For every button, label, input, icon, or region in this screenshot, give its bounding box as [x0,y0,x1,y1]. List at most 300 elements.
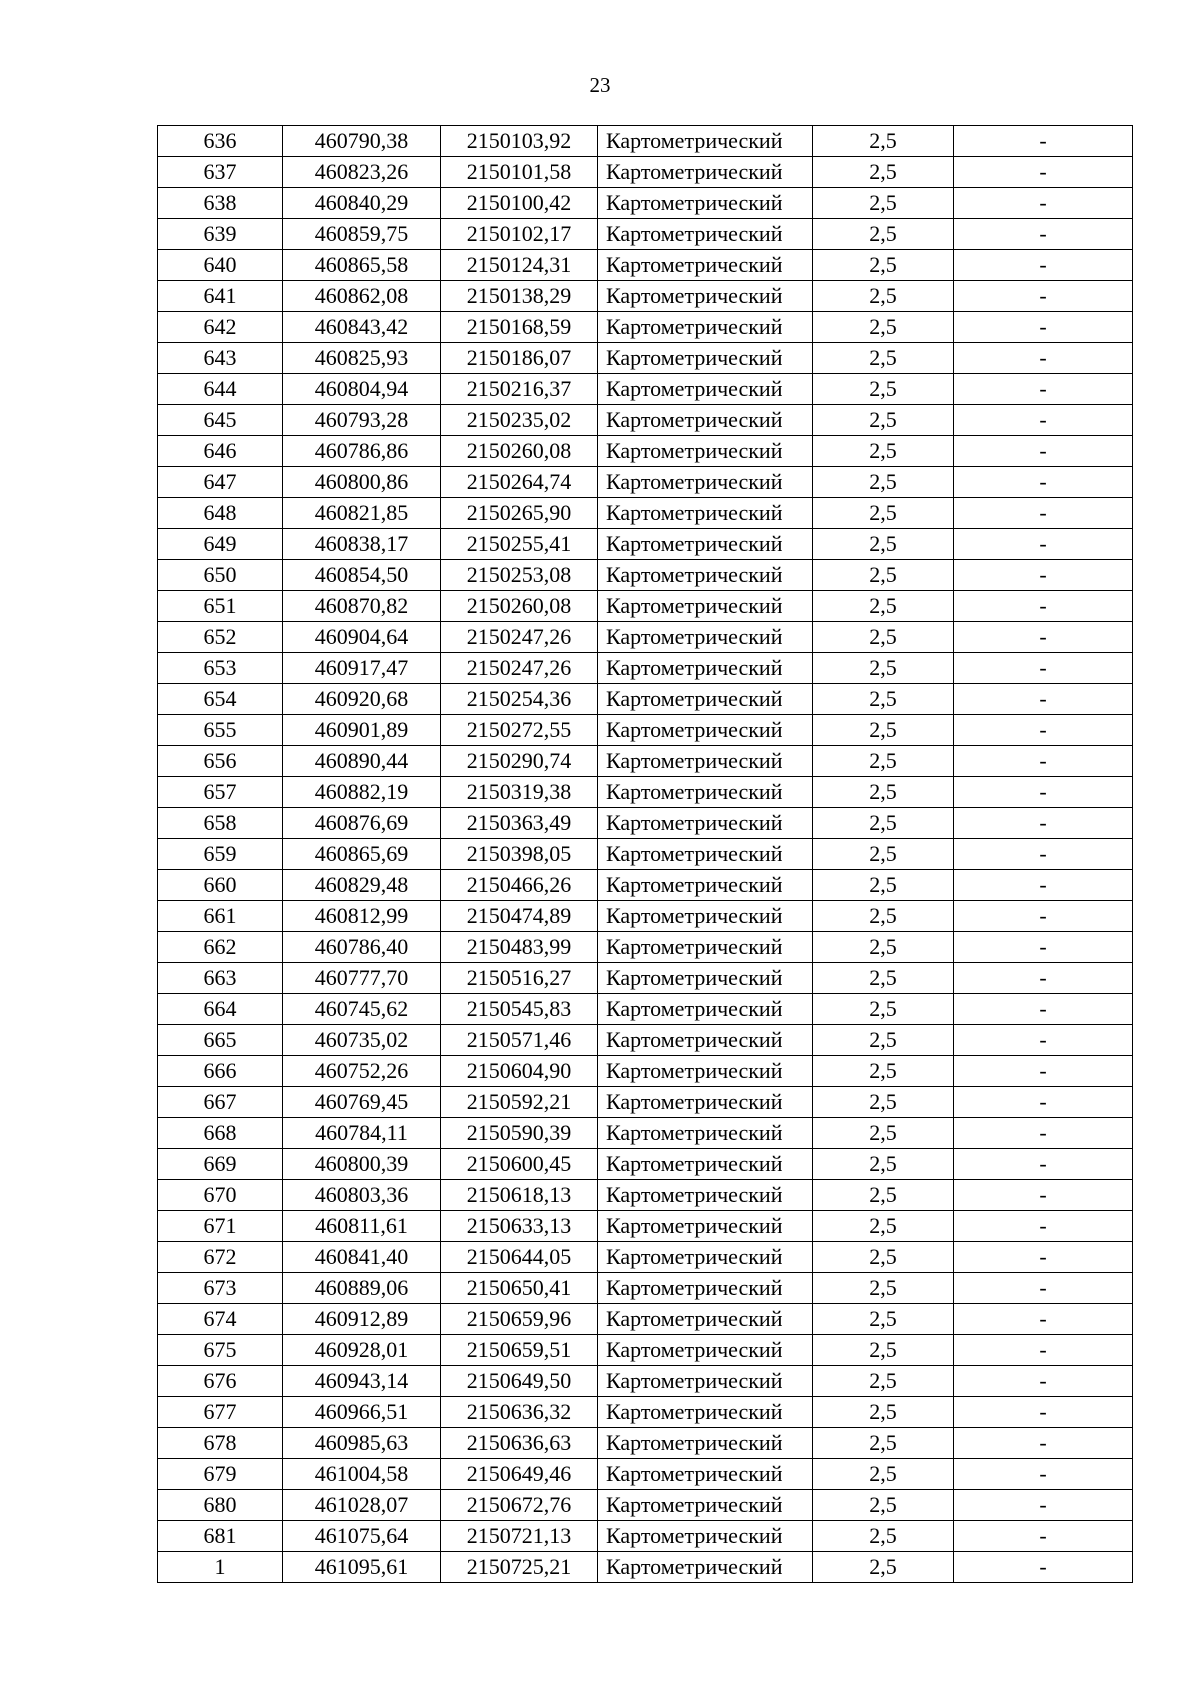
accuracy-cell: 2,5 [813,188,954,219]
y-coordinate-cell: 2150255,41 [441,529,598,560]
method-cell: Картометрический [598,560,813,591]
y-coordinate-cell: 2150254,36 [441,684,598,715]
x-coordinate-cell: 460870,82 [283,591,441,622]
point-number-cell: 641 [158,281,283,312]
y-coordinate-cell: 2150138,29 [441,281,598,312]
description-cell: - [954,1521,1133,1552]
point-number-cell: 1 [158,1552,283,1583]
point-number-cell: 639 [158,219,283,250]
x-coordinate-cell: 460786,86 [283,436,441,467]
accuracy-cell: 2,5 [813,219,954,250]
method-cell: Картометрический [598,1490,813,1521]
description-cell: - [954,808,1133,839]
accuracy-cell: 2,5 [813,1118,954,1149]
accuracy-cell: 2,5 [813,684,954,715]
table-row [158,188,1133,219]
method-cell: Картометрический [598,1335,813,1366]
description-cell: - [954,1242,1133,1273]
x-coordinate-cell: 460912,89 [283,1304,441,1335]
x-coordinate-cell: 460854,50 [283,560,441,591]
accuracy-cell: 2,5 [813,1273,954,1304]
method-cell: Картометрический [598,622,813,653]
point-number-cell: 674 [158,1304,283,1335]
table-row [158,1273,1133,1304]
method-cell: Картометрический [598,126,813,157]
point-number-cell: 637 [158,157,283,188]
point-number-cell: 670 [158,1180,283,1211]
accuracy-cell: 2,5 [813,839,954,870]
description-cell: - [954,746,1133,777]
point-number-cell: 646 [158,436,283,467]
x-coordinate-cell: 460876,69 [283,808,441,839]
method-cell: Картометрический [598,281,813,312]
y-coordinate-cell: 2150650,41 [441,1273,598,1304]
table-row [158,157,1133,188]
point-number-cell: 666 [158,1056,283,1087]
description-cell: - [954,932,1133,963]
description-cell: - [954,312,1133,343]
description-cell: - [954,1335,1133,1366]
y-coordinate-cell: 2150633,13 [441,1211,598,1242]
method-cell: Картометрический [598,1025,813,1056]
y-coordinate-cell: 2150265,90 [441,498,598,529]
accuracy-cell: 2,5 [813,560,954,591]
x-coordinate-cell: 460812,99 [283,901,441,932]
table-row [158,746,1133,777]
y-coordinate-cell: 2150260,08 [441,436,598,467]
y-coordinate-cell: 2150264,74 [441,467,598,498]
description-cell: - [954,994,1133,1025]
x-coordinate-cell: 460859,75 [283,219,441,250]
y-coordinate-cell: 2150636,32 [441,1397,598,1428]
x-coordinate-cell: 460904,64 [283,622,441,653]
table-row [158,405,1133,436]
method-cell: Картометрический [598,1428,813,1459]
y-coordinate-cell: 2150101,58 [441,157,598,188]
table-row [158,1242,1133,1273]
point-number-cell: 644 [158,374,283,405]
description-cell: - [954,1056,1133,1087]
y-coordinate-cell: 2150721,13 [441,1521,598,1552]
y-coordinate-cell: 2150100,42 [441,188,598,219]
description-cell: - [954,188,1133,219]
y-coordinate-cell: 2150604,90 [441,1056,598,1087]
point-number-cell: 636 [158,126,283,157]
table-row [158,1490,1133,1521]
y-coordinate-cell: 2150545,83 [441,994,598,1025]
table-row [158,777,1133,808]
point-number-cell: 647 [158,467,283,498]
method-cell: Картометрический [598,746,813,777]
description-cell: - [954,1211,1133,1242]
point-number-cell: 665 [158,1025,283,1056]
table-row [158,529,1133,560]
description-cell: - [954,1490,1133,1521]
x-coordinate-cell: 460829,48 [283,870,441,901]
accuracy-cell: 2,5 [813,1335,954,1366]
point-number-cell: 652 [158,622,283,653]
accuracy-cell: 2,5 [813,1521,954,1552]
table-row [158,126,1133,157]
y-coordinate-cell: 2150260,08 [441,591,598,622]
table-row [158,312,1133,343]
table-row [158,560,1133,591]
method-cell: Картометрический [598,684,813,715]
x-coordinate-cell: 461075,64 [283,1521,441,1552]
point-number-cell: 677 [158,1397,283,1428]
table-row [158,498,1133,529]
table-row [158,994,1133,1025]
point-number-cell: 649 [158,529,283,560]
table-row [158,653,1133,684]
accuracy-cell: 2,5 [813,746,954,777]
table-row [158,1180,1133,1211]
y-coordinate-cell: 2150466,26 [441,870,598,901]
description-cell: - [954,1273,1133,1304]
method-cell: Картометрический [598,870,813,901]
y-coordinate-cell: 2150474,89 [441,901,598,932]
method-cell: Картометрический [598,188,813,219]
method-cell: Картометрический [598,994,813,1025]
table-row [158,1521,1133,1552]
x-coordinate-cell: 460800,39 [283,1149,441,1180]
method-cell: Картометрический [598,1273,813,1304]
x-coordinate-cell: 460784,11 [283,1118,441,1149]
point-number-cell: 648 [158,498,283,529]
table-row [158,684,1133,715]
point-number-cell: 656 [158,746,283,777]
description-cell: - [954,560,1133,591]
x-coordinate-cell: 461004,58 [283,1459,441,1490]
method-cell: Картометрический [598,1149,813,1180]
y-coordinate-cell: 2150319,38 [441,777,598,808]
method-cell: Картометрический [598,157,813,188]
method-cell: Картометрический [598,777,813,808]
accuracy-cell: 2,5 [813,1490,954,1521]
point-number-cell: 675 [158,1335,283,1366]
table-row [158,1428,1133,1459]
point-number-cell: 669 [158,1149,283,1180]
description-cell: - [954,653,1133,684]
description-cell: - [954,1304,1133,1335]
accuracy-cell: 2,5 [813,901,954,932]
x-coordinate-cell: 460840,29 [283,188,441,219]
description-cell: - [954,1025,1133,1056]
y-coordinate-cell: 2150290,74 [441,746,598,777]
y-coordinate-cell: 2150272,55 [441,715,598,746]
method-cell: Картометрический [598,963,813,994]
description-cell: - [954,126,1133,157]
description-cell: - [954,622,1133,653]
description-cell: - [954,374,1133,405]
accuracy-cell: 2,5 [813,1242,954,1273]
accuracy-cell: 2,5 [813,374,954,405]
description-cell: - [954,1552,1133,1583]
table-row [158,1211,1133,1242]
y-coordinate-cell: 2150516,27 [441,963,598,994]
point-number-cell: 671 [158,1211,283,1242]
accuracy-cell: 2,5 [813,312,954,343]
y-coordinate-cell: 2150649,46 [441,1459,598,1490]
method-cell: Картометрический [598,1366,813,1397]
x-coordinate-cell: 460752,26 [283,1056,441,1087]
table-row [158,622,1133,653]
table-row [158,374,1133,405]
accuracy-cell: 2,5 [813,963,954,994]
accuracy-cell: 2,5 [813,250,954,281]
method-cell: Картометрический [598,591,813,622]
method-cell: Картометрический [598,839,813,870]
accuracy-cell: 2,5 [813,467,954,498]
x-coordinate-cell: 460985,63 [283,1428,441,1459]
table-row [158,715,1133,746]
accuracy-cell: 2,5 [813,157,954,188]
accuracy-cell: 2,5 [813,436,954,467]
x-coordinate-cell: 460825,93 [283,343,441,374]
point-number-cell: 676 [158,1366,283,1397]
point-number-cell: 672 [158,1242,283,1273]
accuracy-cell: 2,5 [813,1397,954,1428]
method-cell: Картометрический [598,529,813,560]
accuracy-cell: 2,5 [813,653,954,684]
y-coordinate-cell: 2150247,26 [441,653,598,684]
accuracy-cell: 2,5 [813,281,954,312]
accuracy-cell: 2,5 [813,1149,954,1180]
table-row [158,591,1133,622]
accuracy-cell: 2,5 [813,1366,954,1397]
method-cell: Картометрический [598,808,813,839]
description-cell: - [954,498,1133,529]
description-cell: - [954,157,1133,188]
method-cell: Картометрический [598,901,813,932]
y-coordinate-cell: 2150363,49 [441,808,598,839]
method-cell: Картометрический [598,498,813,529]
x-coordinate-cell: 460841,40 [283,1242,441,1273]
description-cell: - [954,529,1133,560]
x-coordinate-cell: 460786,40 [283,932,441,963]
description-cell: - [954,467,1133,498]
y-coordinate-cell: 2150590,39 [441,1118,598,1149]
y-coordinate-cell: 2150618,13 [441,1180,598,1211]
description-cell: - [954,591,1133,622]
x-coordinate-cell: 460803,36 [283,1180,441,1211]
table-row [158,467,1133,498]
x-coordinate-cell: 460790,38 [283,126,441,157]
point-number-cell: 645 [158,405,283,436]
method-cell: Картометрический [598,1056,813,1087]
description-cell: - [954,839,1133,870]
x-coordinate-cell: 460862,08 [283,281,441,312]
table-row [158,870,1133,901]
y-coordinate-cell: 2150725,21 [441,1552,598,1583]
accuracy-cell: 2,5 [813,622,954,653]
table-row [158,343,1133,374]
accuracy-cell: 2,5 [813,1459,954,1490]
y-coordinate-cell: 2150102,17 [441,219,598,250]
method-cell: Картометрический [598,467,813,498]
description-cell: - [954,715,1133,746]
description-cell: - [954,870,1133,901]
x-coordinate-cell: 460943,14 [283,1366,441,1397]
point-number-cell: 663 [158,963,283,994]
x-coordinate-cell: 461095,61 [283,1552,441,1583]
x-coordinate-cell: 460889,06 [283,1273,441,1304]
x-coordinate-cell: 460920,68 [283,684,441,715]
accuracy-cell: 2,5 [813,591,954,622]
x-coordinate-cell: 460917,47 [283,653,441,684]
point-number-cell: 638 [158,188,283,219]
table-row [158,808,1133,839]
description-cell: - [954,684,1133,715]
table-row [158,250,1133,281]
point-number-cell: 679 [158,1459,283,1490]
y-coordinate-cell: 2150649,50 [441,1366,598,1397]
x-coordinate-cell: 460890,44 [283,746,441,777]
method-cell: Картометрический [598,1397,813,1428]
accuracy-cell: 2,5 [813,1552,954,1583]
method-cell: Картометрический [598,312,813,343]
method-cell: Картометрический [598,374,813,405]
point-number-cell: 655 [158,715,283,746]
table-row [158,1025,1133,1056]
x-coordinate-cell: 460865,58 [283,250,441,281]
point-number-cell: 650 [158,560,283,591]
x-coordinate-cell: 460745,62 [283,994,441,1025]
table-row [158,1397,1133,1428]
point-number-cell: 643 [158,343,283,374]
accuracy-cell: 2,5 [813,932,954,963]
y-coordinate-cell: 2150644,05 [441,1242,598,1273]
x-coordinate-cell: 460928,01 [283,1335,441,1366]
y-coordinate-cell: 2150103,92 [441,126,598,157]
method-cell: Картометрический [598,219,813,250]
description-cell: - [954,1459,1133,1490]
method-cell: Картометрический [598,436,813,467]
coordinates-table [157,125,1133,1583]
table-row [158,839,1133,870]
table-row [158,1552,1133,1583]
point-number-cell: 662 [158,932,283,963]
description-cell: - [954,281,1133,312]
x-coordinate-cell: 460843,42 [283,312,441,343]
method-cell: Картометрический [598,405,813,436]
table-row [158,281,1133,312]
table-row [158,1304,1133,1335]
y-coordinate-cell: 2150659,96 [441,1304,598,1335]
x-coordinate-cell: 460777,70 [283,963,441,994]
description-cell: - [954,1087,1133,1118]
method-cell: Картометрический [598,343,813,374]
y-coordinate-cell: 2150600,45 [441,1149,598,1180]
description-cell: - [954,436,1133,467]
accuracy-cell: 2,5 [813,498,954,529]
accuracy-cell: 2,5 [813,1428,954,1459]
y-coordinate-cell: 2150672,76 [441,1490,598,1521]
table-row [158,1087,1133,1118]
point-number-cell: 678 [158,1428,283,1459]
x-coordinate-cell: 460882,19 [283,777,441,808]
description-cell: - [954,1180,1133,1211]
description-cell: - [954,1397,1133,1428]
table-row [158,1149,1133,1180]
point-number-cell: 660 [158,870,283,901]
accuracy-cell: 2,5 [813,1211,954,1242]
table-row [158,901,1133,932]
point-number-cell: 653 [158,653,283,684]
point-number-cell: 659 [158,839,283,870]
description-cell: - [954,1428,1133,1459]
point-number-cell: 664 [158,994,283,1025]
method-cell: Картометрический [598,653,813,684]
table-row [158,1366,1133,1397]
point-number-cell: 667 [158,1087,283,1118]
table-row [158,963,1133,994]
description-cell: - [954,963,1133,994]
y-coordinate-cell: 2150592,21 [441,1087,598,1118]
x-coordinate-cell: 461028,07 [283,1490,441,1521]
y-coordinate-cell: 2150253,08 [441,560,598,591]
description-cell: - [954,1118,1133,1149]
x-coordinate-cell: 460865,69 [283,839,441,870]
method-cell: Картометрический [598,1180,813,1211]
y-coordinate-cell: 2150571,46 [441,1025,598,1056]
point-number-cell: 642 [158,312,283,343]
coordinates-table-body [158,126,1133,1583]
description-cell: - [954,901,1133,932]
accuracy-cell: 2,5 [813,994,954,1025]
y-coordinate-cell: 2150168,59 [441,312,598,343]
x-coordinate-cell: 460793,28 [283,405,441,436]
table-row [158,932,1133,963]
y-coordinate-cell: 2150636,63 [441,1428,598,1459]
method-cell: Картометрический [598,1242,813,1273]
y-coordinate-cell: 2150186,07 [441,343,598,374]
y-coordinate-cell: 2150247,26 [441,622,598,653]
method-cell: Картометрический [598,1521,813,1552]
x-coordinate-cell: 460800,86 [283,467,441,498]
accuracy-cell: 2,5 [813,715,954,746]
accuracy-cell: 2,5 [813,870,954,901]
point-number-cell: 651 [158,591,283,622]
accuracy-cell: 2,5 [813,1056,954,1087]
method-cell: Картометрический [598,932,813,963]
accuracy-cell: 2,5 [813,343,954,374]
description-cell: - [954,250,1133,281]
accuracy-cell: 2,5 [813,405,954,436]
point-number-cell: 661 [158,901,283,932]
description-cell: - [954,343,1133,374]
table-row [158,219,1133,250]
method-cell: Картометрический [598,250,813,281]
x-coordinate-cell: 460823,26 [283,157,441,188]
description-cell: - [954,777,1133,808]
y-coordinate-cell: 2150216,37 [441,374,598,405]
x-coordinate-cell: 460735,02 [283,1025,441,1056]
point-number-cell: 668 [158,1118,283,1149]
x-coordinate-cell: 460901,89 [283,715,441,746]
point-number-cell: 680 [158,1490,283,1521]
x-coordinate-cell: 460966,51 [283,1397,441,1428]
table-row [158,1118,1133,1149]
table-row [158,1056,1133,1087]
method-cell: Картометрический [598,1118,813,1149]
x-coordinate-cell: 460769,45 [283,1087,441,1118]
method-cell: Картометрический [598,1087,813,1118]
accuracy-cell: 2,5 [813,1025,954,1056]
point-number-cell: 673 [158,1273,283,1304]
x-coordinate-cell: 460821,85 [283,498,441,529]
accuracy-cell: 2,5 [813,1087,954,1118]
